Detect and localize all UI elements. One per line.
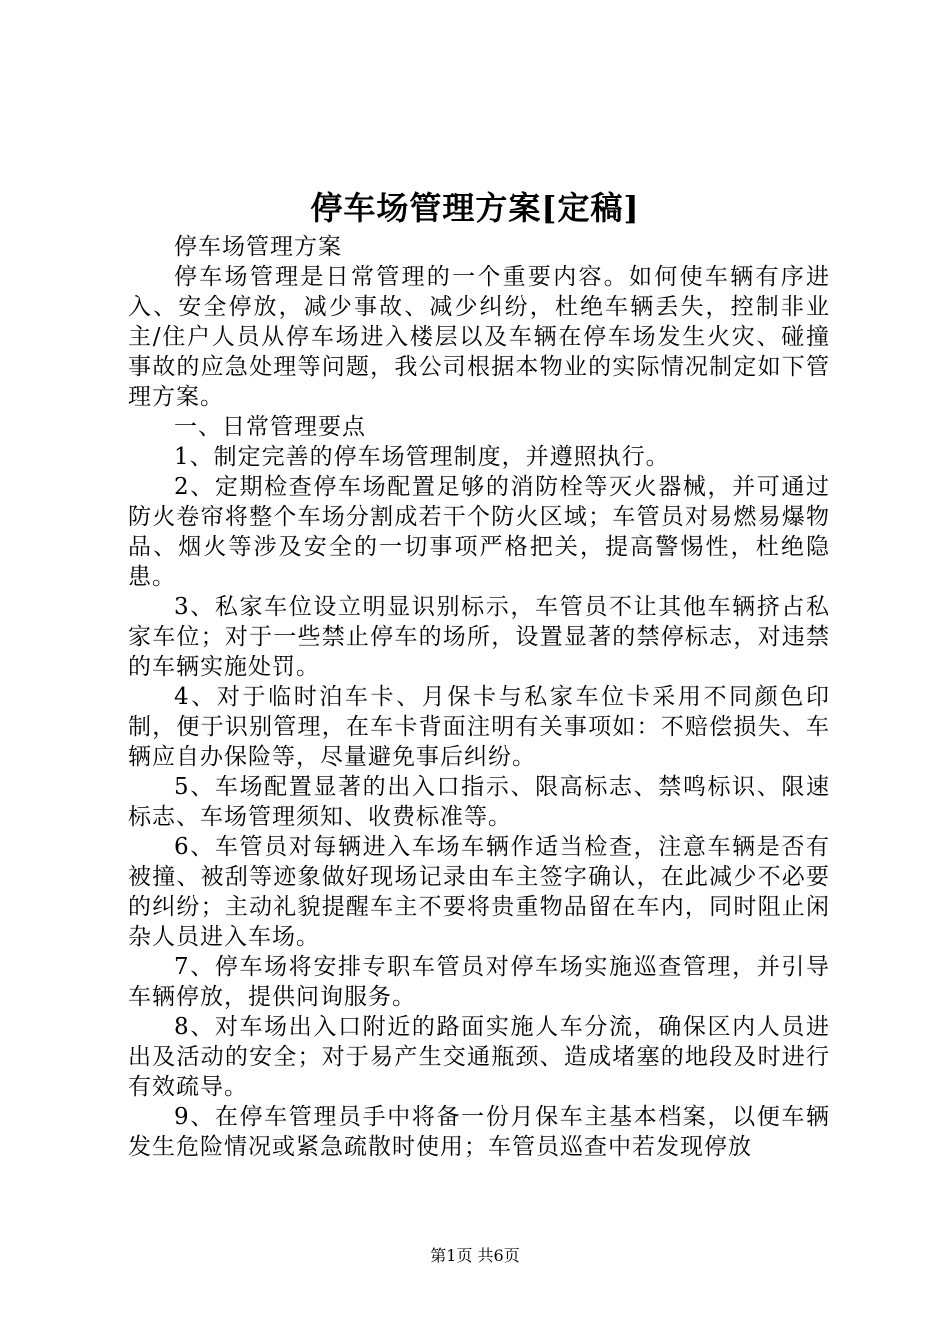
paragraph-item-1: 1、制定完善的停车场管理制度，并遵照执行。 — [174, 444, 670, 470]
page-number-footer: 第1页 共6页 — [430, 1246, 520, 1265]
paragraph-item-9: 9、在停车管理员手中将备一份月保车主基本档案，以便车辆发生危险情况或紧急疏散时使用；车管员巡查中若发现停放 — [128, 1104, 830, 1160]
section-heading-daily-management: 一、日常管理要点 — [174, 414, 366, 440]
paragraph-item-3: 3、私家车位设立明显识别标示，车管员不让其他车辆挤占私家车位；对于一些禁止停车的场所，设置显著的禁停标志，对违禁的车辆实施处罚。 — [128, 594, 830, 680]
document-title: 停车场管理方案[定稿] — [310, 189, 640, 227]
paragraph-item-8: 8、对车场出入口附近的路面实施人车分流，确保区内人员进出及活动的安全；对于易产生交通瓶颈、造成堵塞的地段及时进行有效疏导。 — [128, 1014, 830, 1100]
paragraph-item-5: 5、车场配置显著的出入口指示、限高标志、禁鸣标识、限速标志、车场管理须知、收费标准等。 — [128, 774, 830, 830]
paragraph-subtitle: 停车场管理方案 — [174, 234, 342, 260]
paragraph-item-7: 7、停车场将安排专职车管员对停车场实施巡查管理，并引导车辆停放，提供问询服务。 — [128, 954, 830, 1010]
paragraph-intro: 停车场管理是日常管理的一个重要内容。如何使车辆有序进入、安全停放，减少事故、减少纠纷，杜绝车辆丢失，控制非业主/住户人员从停车场进入楼层以及车辆在停车场发生火灾、碰撞事故的应急处理等问题，我公司根据本物业的实际情况制定如下管理方案。 — [128, 264, 830, 410]
paragraph-item-2: 2、定期检查停车场配置足够的消防栓等灭火器械，并可通过防火卷帘将整个车场分割成若干个防火区域；车管员对易燃易爆物品、烟火等涉及安全的一切事项严格把关，提高警惕性，杜绝隐患。 — [128, 474, 830, 590]
paragraph-item-6: 6、车管员对每辆进入车场车辆作适当检查，注意车辆是否有被撞、被刮等迹象做好现场记录由车主签字确认，在此减少不必要的纠纷；主动礼貌提醒车主不要将贵重物品留在车内，同时阻止闲杂人员进入车场。 — [128, 834, 830, 950]
paragraph-item-4: 4、对于临时泊车卡、月保卡与私家车位卡采用不同颜色印制，便于识别管理，在车卡背面注明有关事项如：不赔偿损失、车辆应自办保险等，尽量避免事后纠纷。 — [128, 684, 830, 770]
document-body — [128, 232, 830, 1162]
